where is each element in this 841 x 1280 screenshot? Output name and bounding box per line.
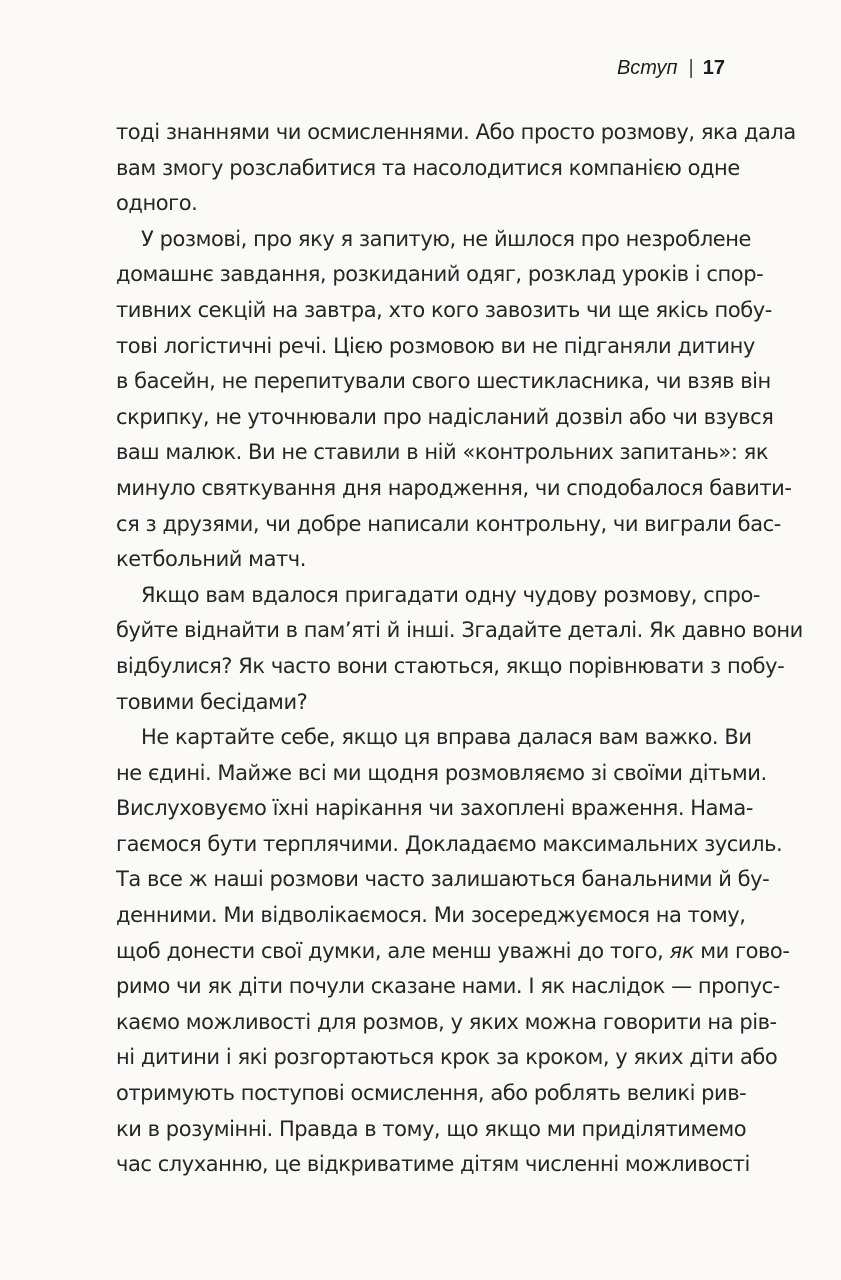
paragraph-1 [116,115,796,222]
text-line: Не картайте себе, якщо ця вправа далася вам важко. Ви [141,725,752,750]
text-fragment: щоб донести свої думки, але менш уважні до того, [116,938,664,963]
header-separator: | [688,57,694,79]
paragraph-2 [116,222,792,578]
text-line: ся з друзями, чи добре написали контрольну, чи виграли бас- [116,511,781,536]
text-line: кетбольний матч. [116,547,306,572]
paragraph-3 [116,578,803,720]
page-number: 17 [702,57,725,79]
text-line: одного. [116,191,198,216]
paragraph-4 [116,720,790,1183]
body-text [116,115,803,1183]
text-line: в басейн, не перепитували свого шестикласника, чи взяв він [116,369,771,394]
text-line: не єдині. Майже всі ми щодня розмовляємо зі своїми дітьми. [116,760,767,785]
text-line: час слуханню, це відкриватиме дітям численні можливості [116,1152,750,1177]
text-line: відбулися? Як часто вони стаються, якщо порівнювати з побу- [116,653,785,678]
text-line: товими бесідами? [116,689,308,714]
text-line: денними. Ми відволікаємося. Ми зосереджуємося на тому, [116,903,746,928]
text-line: минуло святкування дня народження, чи сподобалося бавити- [116,475,792,500]
text-line-with-emphasis [116,934,790,970]
emphasis-word: як [669,938,694,963]
text-line: ки в розумінні. Правда в тому, що якщо ми приділятимемо [116,1116,747,1141]
text-line: домашнє завдання, розкиданий одяг, розклад уроків і спор- [116,262,764,287]
text-line: буйте віднайти в пам’яті й інші. Згадайте деталі. Як давно вони [116,618,803,643]
text-line: ні дитини і які розгортаються крок за кроком, у яких діти або [116,1045,778,1070]
text-fragment: ми гово- [700,938,790,963]
text-line: тивних секцій на завтра, хто кого завозить чи ще якісь побу- [116,297,772,322]
text-line: скрипку, не уточнювали про надісланий дозвіл або чи взувся [116,404,774,429]
text-line: римо чи як діти почули сказане нами. І як наслідок — пропус- [116,974,780,999]
section-title: Вступ [616,57,678,79]
running-header [617,57,725,80]
text-line: гаємося бути терплячими. Докладаємо максимальних зусиль. [116,831,783,856]
text-line: вам змогу розслабитися та насолодитися компанією одне [116,155,740,180]
text-line: У розмові, про яку я запитую, не йшлося про незроблене [141,226,752,251]
text-line: каємо можливості для розмов, у яких можна говорити на рів- [116,1009,777,1034]
text-line: тові логістичні речі. Цією розмовою ви не підганяли дитину [116,333,755,358]
text-line: Та все ж наші розмови часто залишаються банальними й бу- [116,867,770,892]
text-line: тоді знаннями чи осмисленнями. Або просто розмову, яка дала [116,120,796,144]
text-line: Вислуховуємо їхні нарікання чи захоплені враження. Нама- [116,796,753,821]
text-line: ваш малюк. Ви не ставили в ній «контрольних запитань»: як [116,440,769,465]
text-line: Якщо вам вдалося пригадати одну чудову розмову, спро- [141,582,761,607]
text-line: отримують поступові осмислення, або роблять великі рив- [116,1081,747,1106]
